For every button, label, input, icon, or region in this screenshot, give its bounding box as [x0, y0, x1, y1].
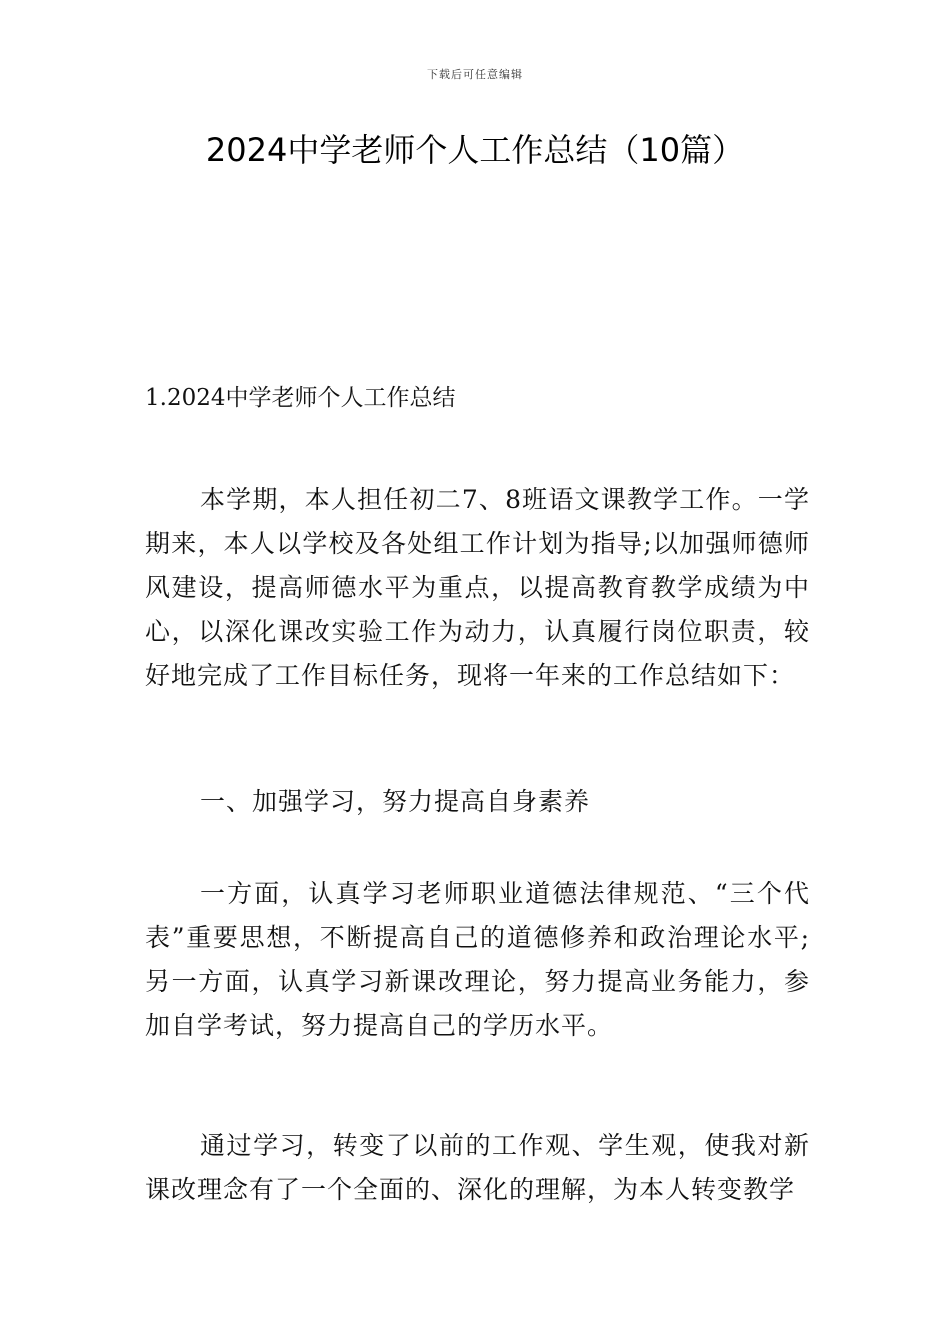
paragraph-study: 一方面，认真学习老师职业道德法律规范、“三个代表”重要思想，不断提高自己的道德修养和政治理论水平;另一方面，认真学习新课改理论，努力提高业务能力，参加自学考试，努力提高自己的学历水平。 [145, 879, 810, 1040]
paragraph-result: 通过学习，转变了以前的工作观、学生观，使我对新课改理念有了一个全面的、深化的理解，为本人转变教学 [145, 1131, 810, 1204]
paragraph-intro: 本学期，本人担任初二7、8班语文课教学工作。一学期来，本人以学校及各处组工作计划为指导;以加强师德师风建设，提高师德水平为重点，以提高教育教学成绩为中心，以深化课改实验工作为动力，认真履行岗位职责，较好地完成了工作目标任务，现将一年来的工作总结如下： [145, 485, 810, 690]
section-title: 1.2024中学老师个人工作总结 [145, 385, 456, 411]
header-note: 下载后可任意编辑 [427, 68, 523, 81]
sub-heading-study: 一、加强学习，努力提高自身素养 [200, 787, 591, 816]
document-title: 2024中学老师个人工作总结（10篇） [205, 131, 745, 169]
